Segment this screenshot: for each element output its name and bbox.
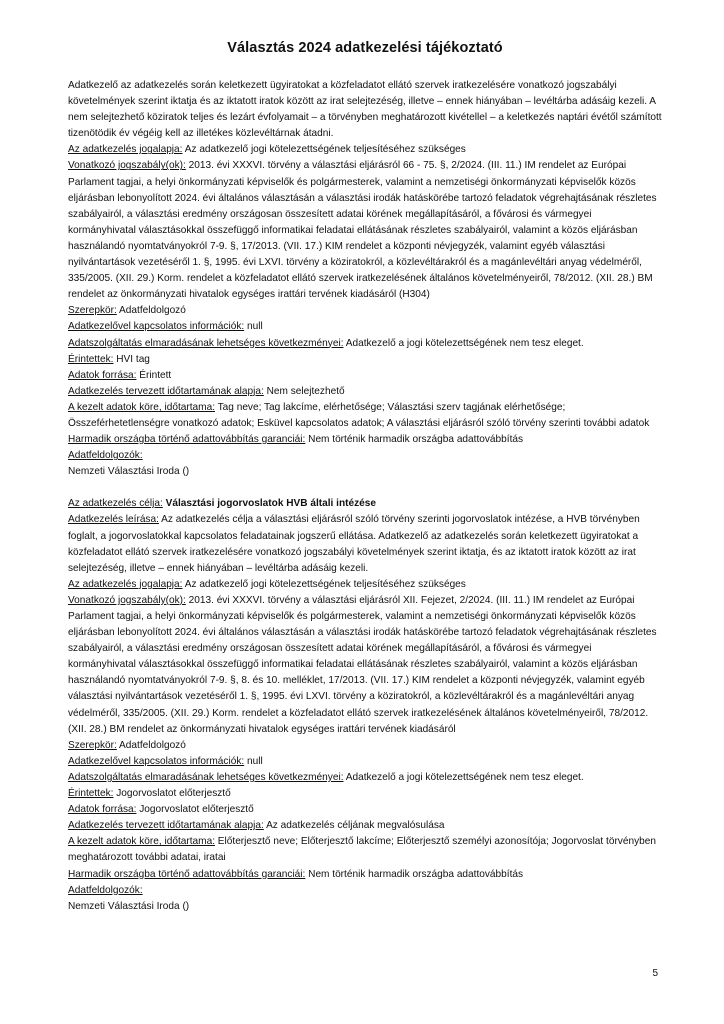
duration-basis (68, 384, 662, 400)
source-value: Jogorvoslatot előterjesztő (136, 804, 254, 816)
legal-basis-value: Az adatkezelő jogi kötelezettségének teljesítéséhez szükséges (182, 144, 466, 156)
processors-value: Nemzeti Választási Iroda () (68, 466, 190, 478)
transfer (68, 432, 662, 448)
laws-label: Vonatkozó jogszabály(ok): (68, 594, 186, 606)
laws-value: 2013. évi XXXVI. törvény a választási eljárásról XII. Fejezet, 2/2024. (III. 11.) IM rendelet az Európai Parlament tagjai, a helyi önkormányzati képviselők és polgármesterek, valamint a nemzetiségi önkormányzati képviselők közös eljárásban lebonyolított 2024. évi általános választásán a választási irodák hatáskörébe tartozó feladatok végrehajtásának részletes szabályairól, a választási eredmény országosan összesített adatai körének megállapításáról, a fővárosi és vármegyei kormányhivatal választásokkal összefüggő informatikai feladatai ellátásának részletes szabályairól, valamint a közös eljárásban használandó nyomtatványokról 7-9. §, 8. és 10. melléklet, 17/2013. (VII. 17.) KIM rendelet a központi névjegyzék, valamint egyéb választási nyilvántartások vezetéséről 1. §, 1995. évi LXVI. törvény a köziratokról, a közlevéltárakról és a magánlevéltári anyag védelméről, 335/2005. (XII. 29.) Korm. rendelet a közfeladatot ellátó szervek iratkezelésének általános követelményeiről, 78/2012. (XII. 28.) BM rendelet az önkormányzati hivatalok egységes irattári tervének kiadásáról (68, 594, 657, 735)
duration-basis-value: Nem selejtezhető (263, 385, 345, 397)
source-label: Adatok forrása: (68, 369, 137, 381)
description (68, 512, 662, 576)
document-title: Választás 2024 adatkezelési tájékoztató (227, 40, 503, 56)
purpose-value: Választási jogorvoslatok HVB általi intézése (162, 498, 376, 510)
intro-paragraph: Adatkezelő az adatkezelés során keletkezett ügyiratokat a közfeladatot ellátó szervek iratkezelésére vonatkozó jogszabályi követelmények szerint iktatja és az iktatott iratok között az irat selejtezéség, illetve – ennek hiányában – levéltárba adásáig kezeli. A nem selejtezhető köziratok teljes és lezárt évfolyamait – a törvényben meghatározott kivétellel – a keletkezés naptári évétől számított tizenötödik év végéig kell az illetékes közlevéltárnak átadni. (68, 80, 662, 140)
transfer-label: Harmadik országba történő adattovábbítás garanciái: (68, 434, 306, 446)
scope-value: Tag neve; Tag lakcíme, elérhetősége; Választási szerv tagjának elérhetősége; Összeférhetetlenségre vonatkozó adatok; Esküvel kapcsolatos adatok; A választási eljárásról szóló törvény szerinti további adatok (68, 401, 650, 429)
purpose-label: Az adatkezelés célja: (68, 498, 163, 510)
roles-value: Adatfeldolgozó (116, 305, 186, 317)
legal-basis-label: Az adatkezelés jogalapja: (68, 578, 183, 590)
legal-basis-label: Az adatkezelés jogalapja: (68, 144, 183, 156)
affected-value: HVI tag (113, 353, 150, 365)
contact (68, 319, 662, 335)
processors-label: Adatfeldolgozók: (68, 450, 143, 462)
consequence (68, 770, 662, 786)
laws (68, 158, 662, 303)
section-1 (68, 78, 662, 480)
affected (68, 352, 662, 368)
affected-value: Jogorvoslatot előterjesztő (113, 788, 231, 800)
laws (68, 593, 662, 738)
affected (68, 786, 662, 802)
consequence-label: Adatszolgáltatás elmaradásának lehetséges következményei: (68, 337, 344, 349)
contact-value: null (244, 755, 263, 767)
duration-basis (68, 818, 662, 834)
contact-value: null (244, 321, 263, 333)
scope-label: A kezelt adatok köre, időtartama: (68, 836, 215, 848)
scope (68, 834, 662, 866)
source (68, 802, 662, 818)
roles-label: Szerepkör: (68, 739, 117, 751)
consequence-value: Adatkezelő a jogi kötelezettségének nem tesz eleget. (343, 337, 584, 349)
purpose (68, 496, 662, 512)
duration-basis-value: Az adatkezelés céljának megvalósulása (263, 820, 445, 832)
transfer-value: Nem történik harmadik országba adattovábbítás (305, 868, 524, 880)
processors-value: Nemzeti Választási Iroda () (68, 900, 190, 912)
source-label: Adatok forrása: (68, 804, 137, 816)
laws-label: Vonatkozó jogszabály(ok): (68, 160, 186, 172)
affected-label: Érintettek: (68, 788, 114, 800)
legal-basis (68, 577, 662, 593)
section-spacer (68, 480, 662, 496)
source-value: Érintett (136, 369, 172, 381)
legal-basis (68, 142, 662, 158)
duration-basis-label: Adatkezelés tervezett időtartamának alapja: (68, 820, 264, 832)
roles (68, 303, 662, 319)
document-page (68, 40, 662, 915)
processors-label: Adatfeldolgozók: (68, 884, 143, 896)
processors-heading (68, 448, 662, 464)
processors-heading (68, 883, 662, 899)
scope-value: Előterjesztő neve; Előterjesztő lakcíme; Előterjesztő személyi azonosítója; Jogorvoslat törvényben meghatározott további adatai, iratai (68, 836, 656, 864)
affected-label: Érintettek: (68, 353, 114, 365)
transfer-label: Harmadik országba történő adattovábbítás garanciái: (68, 868, 306, 880)
description-label: Adatkezelés leírása: (68, 514, 159, 526)
roles-value: Adatfeldolgozó (116, 739, 186, 751)
consequence-label: Adatszolgáltatás elmaradásának lehetséges következményei: (68, 771, 344, 783)
laws-value: 2013. évi XXXVI. törvény a választási eljárásról 66 - 75. §, 2/2024. (III. 11.) IM rendelet az Európai Parlament tagjai, a helyi önkormányzati képviselők és polgármesterek, valamint a nemzetiségi önkormányzati képviselők közös eljárásban lebonyolított 2024. évi általános választásán a választási irodák hatáskörébe tartozó feladatok végrehajtásának részletes szabályairól, a választási eredmény országosan összesített adatai körének megállapításáról, a fővárosi és vármegyei kormányhivatal választásokkal összefüggő informatikai feladatai ellátásának részletes szabályairól, valamint a közös eljárásban használandó nyomtatványokról 7-9. §, 17/2013. (VII. 17.) KIM rendelet a központi névjegyzék, valamint egyéb választási nyilvántartások vezetéséről 1. §, 1995. évi LXVI. törvény a köziratokról, a közlevéltárakról és a magánlevéltári anyag védelméről, 335/2005. (XII. 29.) Korm. rendelet a közfeladatot ellátó szervek iratkezelésének általános követelményeiről, 78/2012. (XII. 28.) BM rendelet az önkormányzati hivatalok egységes irattári tervének kiadásáról (H304) (68, 160, 657, 301)
scope-label: A kezelt adatok köre, időtartama: (68, 401, 215, 413)
transfer-value: Nem történik harmadik országba adattovábbítás (305, 434, 524, 446)
legal-basis-value: Az adatkezelő jogi kötelezettségének teljesítéséhez szükséges (182, 578, 466, 590)
section-2 (68, 496, 662, 914)
transfer (68, 867, 662, 883)
roles-label: Szerepkör: (68, 305, 117, 317)
contact-label: Adatkezelővel kapcsolatos információk: (68, 321, 245, 333)
consequence-value: Adatkezelő a jogi kötelezettségének nem tesz eleget. (343, 771, 584, 783)
contact-label: Adatkezelővel kapcsolatos információk: (68, 755, 245, 767)
description-value: Az adatkezelés célja a választási eljárásról szóló törvény szerinti jogorvoslatok intézése, a HVB törvényben foglalt, a jogorvoslatokkal kapcsolatos feladatainak jogszerű ellátása. Adatkezelő az adatkezelés során keletkezett ügyiratokat a közfeladatot ellátó szervek iratkezelésére vonatkozó jogszabályi követelmények szerint iktatja, és az iktatott iratok között az irat selejtezéség, illetve – ennek hiányában – levéltárba adásáig kezeli. (68, 514, 640, 574)
contact (68, 754, 662, 770)
page-number: 5 (652, 968, 658, 979)
duration-basis-label: Adatkezelés tervezett időtartamának alapja: (68, 385, 264, 397)
consequence (68, 336, 662, 352)
scope (68, 400, 662, 432)
source (68, 368, 662, 384)
roles (68, 738, 662, 754)
